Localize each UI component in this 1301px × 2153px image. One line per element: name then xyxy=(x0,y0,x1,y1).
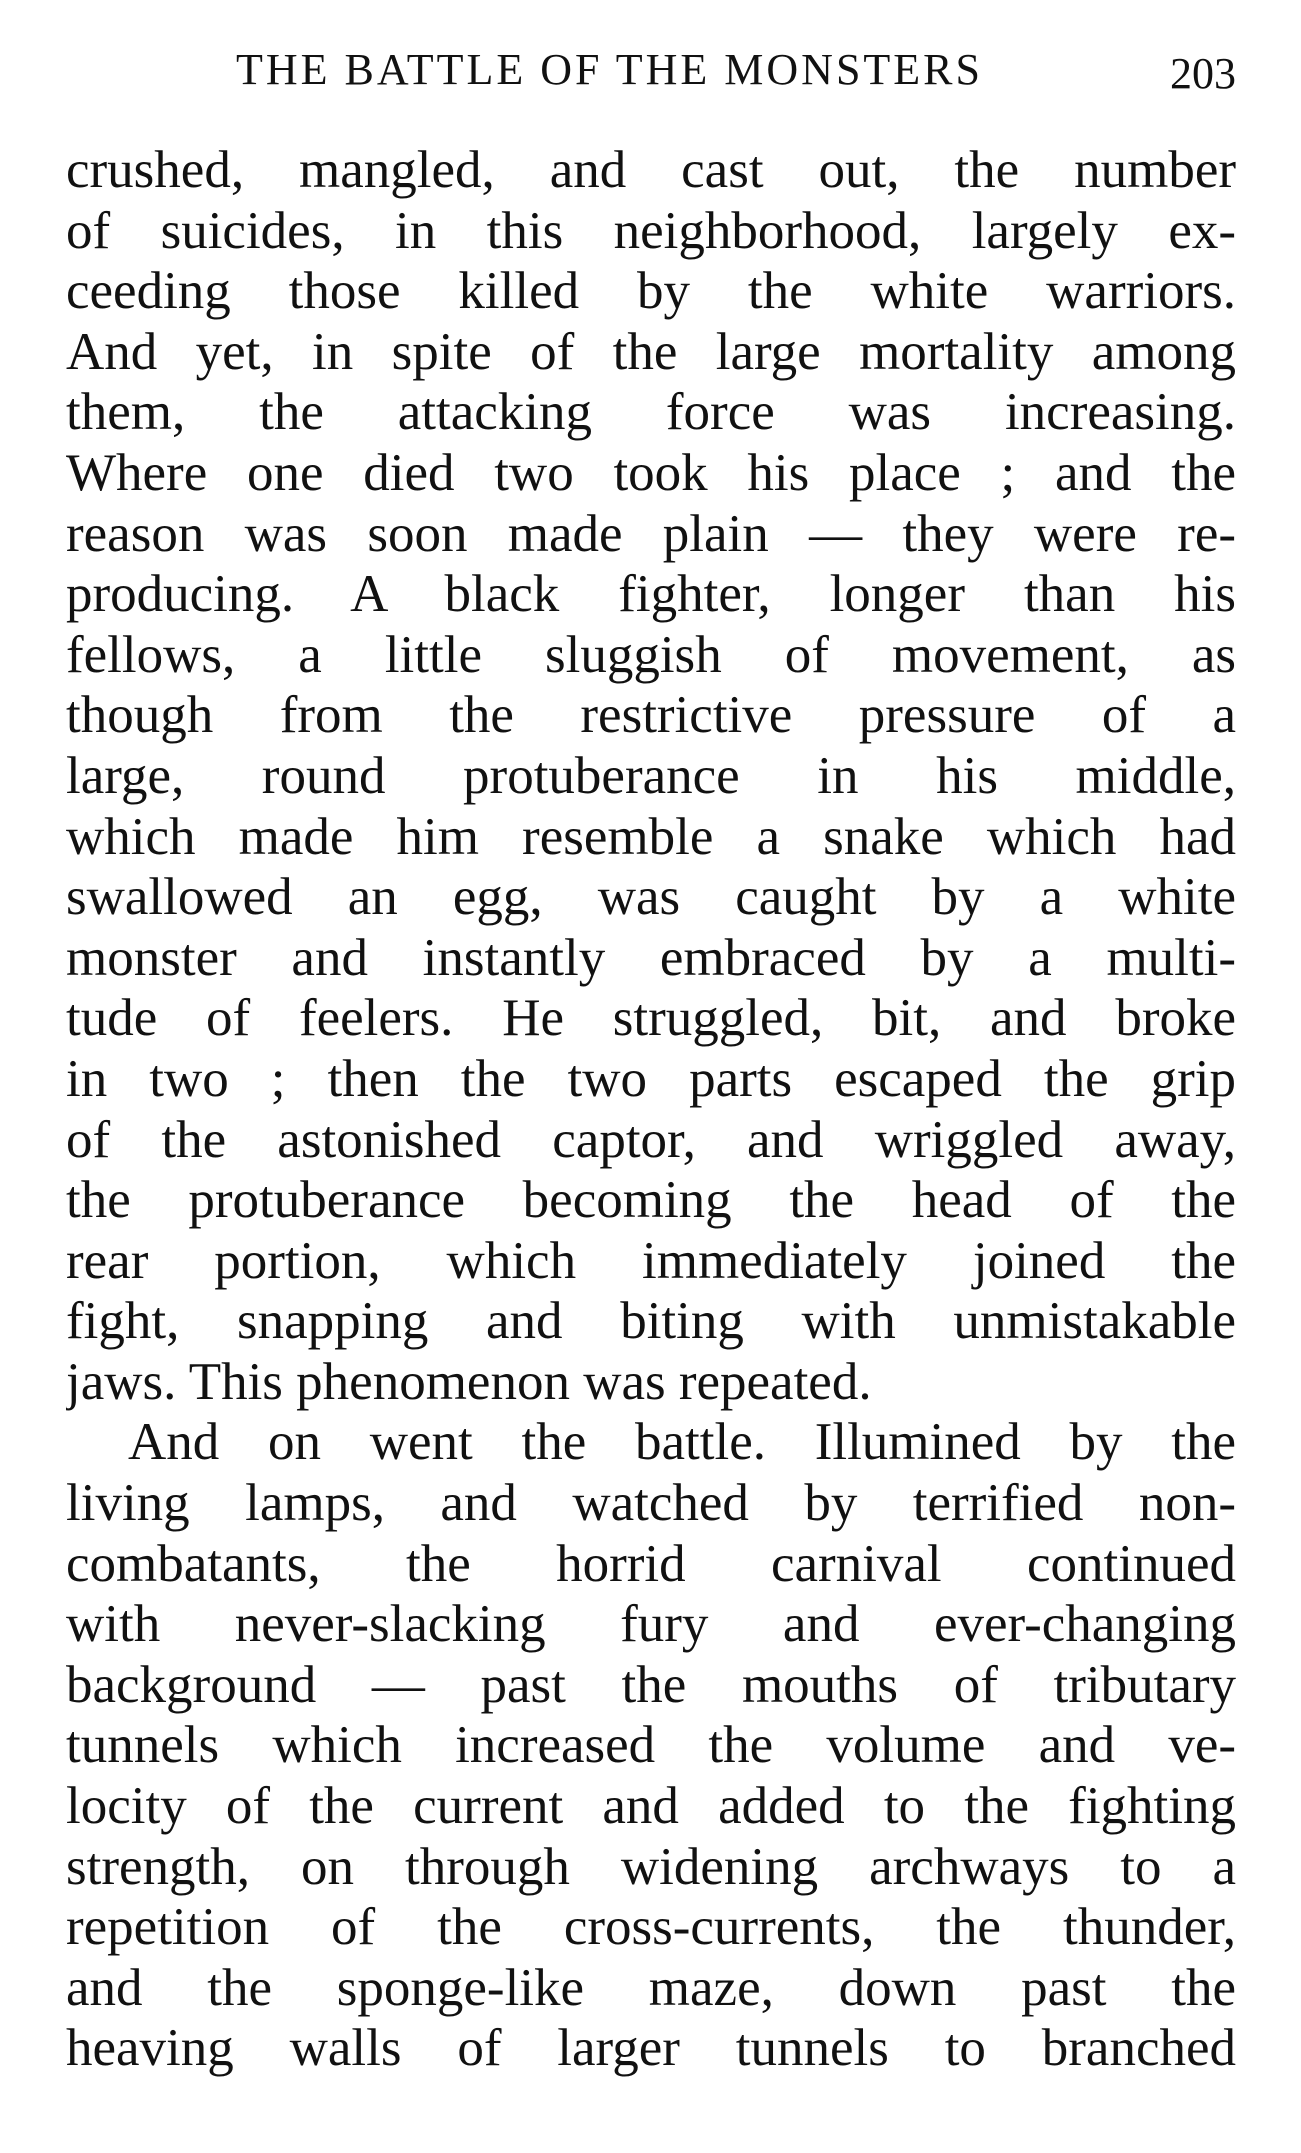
text-line: crushed, mangled, and cast out, the number xyxy=(66,141,1236,199)
text-line: reason was soon made plain — they were re- xyxy=(66,504,1236,563)
text-line: locity of the current and added to the fighting xyxy=(66,1777,1236,1836)
page-number: 203 xyxy=(1170,49,1236,98)
text-line: with never-slacking fury and ever-changing xyxy=(66,1595,1236,1654)
paragraph-end-line: jaws. This phenomenon was repeated. xyxy=(66,1352,872,1411)
text-line: of the astonished captor, and wriggled away, xyxy=(66,1110,1236,1169)
running-title: THE BATTLE OF THE MONSTERS xyxy=(236,45,983,94)
text-line: And yet, in spite of the large mortality among xyxy=(66,322,1236,381)
text-line: though from the restrictive pressure of a xyxy=(66,686,1236,745)
text-line: tunnels which increased the volume and ve- xyxy=(66,1716,1236,1775)
text-line: swallowed an egg, was caught by a white xyxy=(66,868,1236,927)
text-line: rear portion, which immediately joined the xyxy=(66,1231,1236,1290)
text-line: ceeding those killed by the white warriors. xyxy=(66,262,1236,321)
text-line: tude of feelers. He struggled, bit, and broke xyxy=(66,989,1236,1048)
text-line: them, the attacking force was increasing. xyxy=(66,383,1236,442)
text-line: the protuberance becoming the head of the xyxy=(66,1171,1236,1230)
text-line: in two ; then the two parts escaped the grip xyxy=(66,1049,1236,1108)
text-line: and the sponge-like maze, down past the xyxy=(66,1958,1236,2017)
text-line: producing. A black fighter, longer than his xyxy=(66,565,1236,624)
text-line: combatants, the horrid carnival continued xyxy=(66,1534,1236,1593)
paragraph-start-line: And on went the battle. Illumined by the xyxy=(128,1413,1236,1472)
text-line: living lamps, and watched by terrified non- xyxy=(66,1474,1236,1533)
text-line: which made him resemble a snake which had xyxy=(66,807,1236,866)
text-line: repetition of the cross-currents, the thunder, xyxy=(66,1898,1236,1957)
text-line: fellows, a little sluggish of movement, as xyxy=(66,625,1236,684)
body-text xyxy=(66,140,1236,2079)
text-line: large, round protuberance in his middle, xyxy=(66,746,1236,805)
text-line: Where one died two took his place ; and the xyxy=(66,443,1236,502)
text-line: fight, snapping and biting with unmistakable xyxy=(66,1292,1236,1351)
text-line: monster and instantly embraced by a multi- xyxy=(66,928,1236,987)
text-line: heaving walls of larger tunnels to branched xyxy=(66,2019,1236,2078)
text-line: background — past the mouths of tributary xyxy=(66,1655,1236,1714)
text-line: strength, on through widening archways to a xyxy=(66,1837,1236,1896)
running-head xyxy=(66,40,1236,100)
text-line: of suicides, in this neighborhood, largely ex- xyxy=(66,201,1236,260)
